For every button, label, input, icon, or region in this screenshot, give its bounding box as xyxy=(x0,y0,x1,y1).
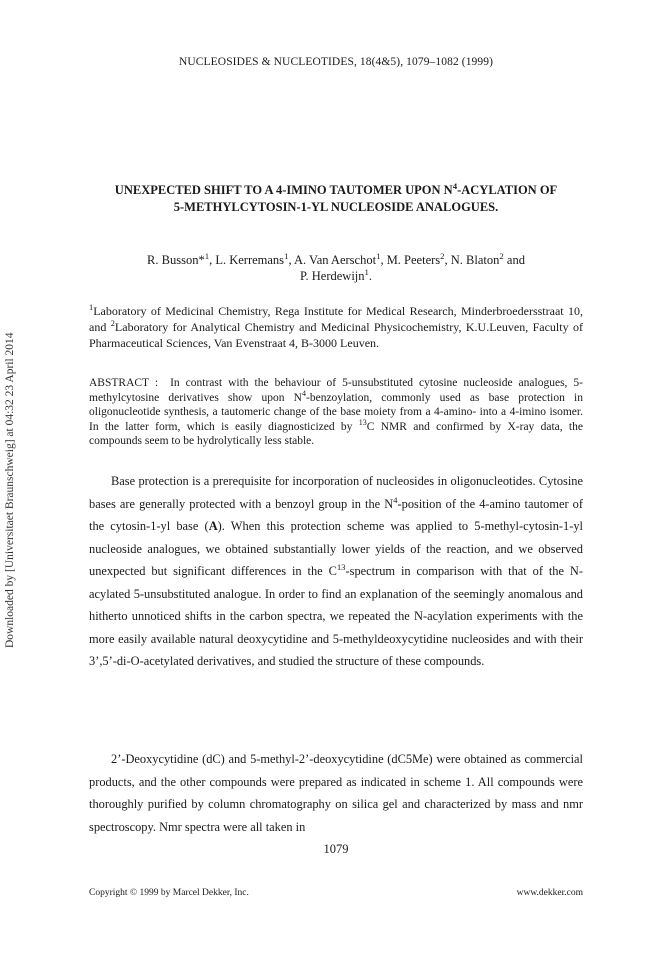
journal-header: NUCLEOSIDES & NUCLEOTIDES, 18(4&5), 1079–1082 (1999) xyxy=(178,56,494,68)
title-line1: UNEXPECTED SHIFT TO A 4-IMINO TAUTOMER UPON $N^4$-ACYLATION OF xyxy=(114,180,558,197)
download-watermark: Downloaded by [Universitaet Braunschweig] at 04:32 23 April 2014 xyxy=(4,332,16,648)
author: A. Van Aerschot$^1$ xyxy=(294,250,381,267)
paper-title xyxy=(60,182,612,216)
abstract: ABSTRACT : In contrast with the behaviour of 5-unsubstituted cytosine nucleoside analogues, 5-methylcytosine derivatives show upon $N^4$-benzoylation, commonly used as base protection in oligonucleotide synthesis, a tautomeric change of the base moiety from a 4-amino- into a 4-imino isomer. In the latter form, which is easily diagnosticized by $^{13}$C NMR and confirmed by X-ray data, the compounds seem to be hydrolytically less stable. xyxy=(89,377,583,447)
author: R. Busson*$^1$ xyxy=(147,250,210,267)
publisher-website[interactable]: www.dekker.com xyxy=(516,888,583,898)
copyright-notice: Copyright © 1999 by Marcel Dekker, Inc. xyxy=(89,888,249,898)
author-list: R. Busson*$^1$, L. Kerremans$^1$, A. Van Aerschot$^1$, M. Peeters$^2$, N. Blaton$^2$ and P. Herdewijn$^1$. xyxy=(147,250,525,283)
author: L. Kerremans$^1$ xyxy=(215,250,289,267)
author: N. Blaton$^2$ xyxy=(450,250,504,267)
title-line2: 5-METHYLCYTOSIN-1-YL NUCLEOSIDE ANALOGUES. xyxy=(173,200,499,214)
author: P. Herdewijn$^1$ xyxy=(299,266,369,283)
affiliations: $^1$Laboratory of Medicinal Chemistry, Rega Institute for Medical Research, Minderbroedersstraat 10, and $^2$Laboratory for Analytical Chemistry and Medicinal Physicochemistry, K.U.Leuven, Faculty of Pharmaceutical Sciences, Van Evenstraat 4, B-3000 Leuven. xyxy=(89,303,583,350)
body-paragraph-1: Base protection is a prerequisite for incorporation of nucleosides in oligonucleotides. Cytosine bases are generally protected with a benzoyl group in the $N^4$-position of the 4-amino tautomer of the cytosin-1-yl base (A). When this protection scheme was applied to 5-methyl-cytosin-1-yl nucleoside analogues, we obtained substantially lower yields of the reaction, and we observed unexpected but significant differences in the $C^{13}$-spectrum in comparison with that of the N-acylated 5-unsubstituted analogue. In order to find an explanation of the seemingly anomalous and hitherto unnoticed shifts in the carbon spectra, we repeated the N-acylation experiments with the more easily available natural deoxycytidine and 5-methyldeoxycytidine nucleosides and with their 3’,5’-di-O-acetylated derivatives, and studied the structure of these compounds. xyxy=(89,474,584,668)
author: M. Peeters$^2$ xyxy=(386,250,445,267)
abstract-label: ABSTRACT : xyxy=(89,377,159,389)
page-number: 1079 xyxy=(323,842,349,856)
body-paragraph-2: 2’-Deoxycytidine (dC) and 5-methyl-2’-deoxycytidine (dC5Me) were obtained as commercial products, and the other compounds were prepared as indicated in scheme 1. All compounds were thoroughly purified by column chromatography on silica gel and characterized by mass and nmr spectroscopy. Nmr spectra were all taken in xyxy=(89,752,583,834)
